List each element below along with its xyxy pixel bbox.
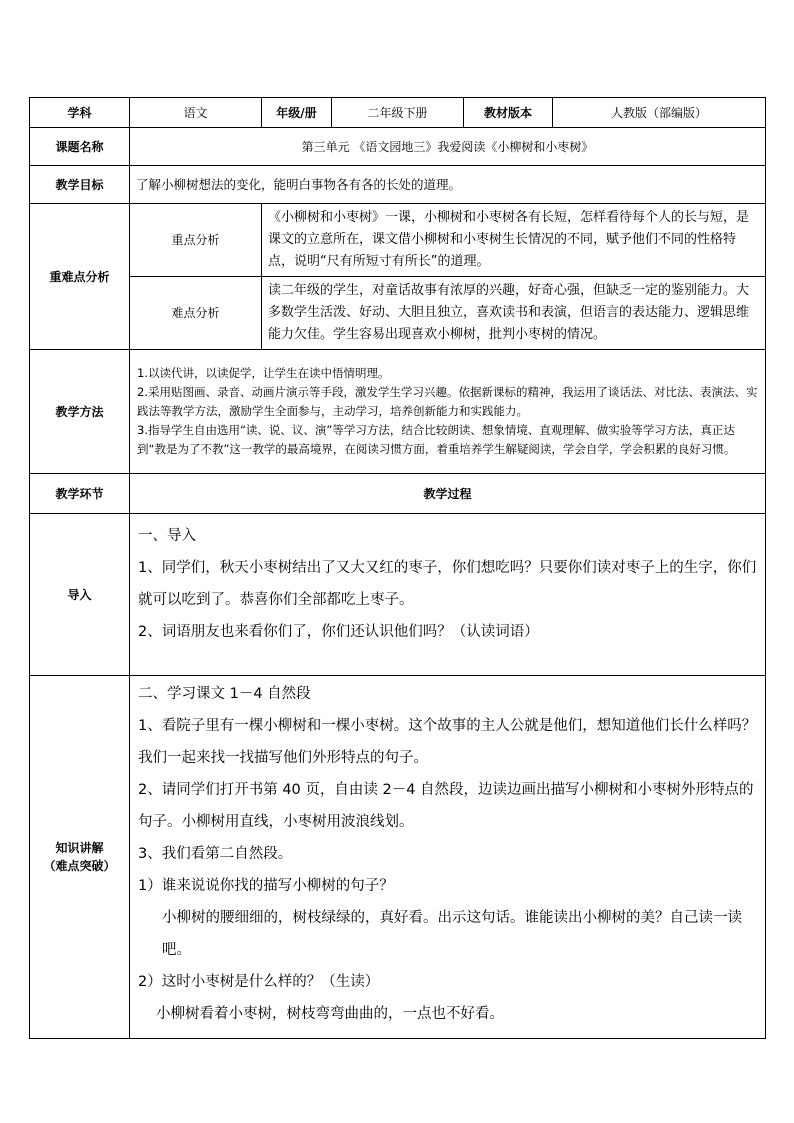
process-header: 教学过程	[130, 474, 766, 514]
grade-label: 年级/册	[262, 98, 332, 128]
lesson-plan-sheet	[29, 97, 765, 1039]
method-list	[130, 350, 766, 474]
intro-label: 导入	[30, 514, 130, 676]
intro-line: 1、同学们，秋天小枣树结出了又大又红的枣子，你们想吃吗？只要你们读对枣子上的生字，你们就可以吃到了。恭喜你们全部都吃上枣子。	[138, 560, 757, 608]
difficult-analysis-row	[30, 277, 766, 350]
key-analysis-label: 重点分析	[130, 204, 262, 277]
knowledge-row	[30, 676, 766, 1039]
knowledge-label-line2: （难点突破）	[43, 859, 116, 873]
knowledge-question: 2）这时小枣树是什么样的？（生读）	[138, 974, 380, 990]
edition-value: 人教版（部编版）	[553, 98, 766, 128]
method-item: 3.指导学生自由选用“读、说、议、演”等学习方法，结合比较朗读、想象情境、直观理解、做实验等学习方法，真正达到“教是为了不教”这一教学的最高境界，在阅读习惯方面，着重培养学生解疑阅读，学会自学，学会积累的良好习惯。	[137, 423, 736, 456]
edition-label: 教材版本	[464, 98, 553, 128]
knowledge-label	[30, 676, 130, 1039]
goal-value: 了解小柳树想法的变化，能明白事物各有各的长处的道理。	[130, 166, 766, 204]
goal-row	[30, 166, 766, 204]
key-analysis-text: 《小柳树和小枣树》一课，小柳树和小枣树各有长短，怎样看待每个人的长与短，是课文的立意所在，课文借小柳树和小枣树生长情况的不同，赋予他们不同的性格特点，说明“尺有所短寸有所长”的道理。	[262, 204, 766, 277]
method-row	[30, 350, 766, 474]
difficult-analysis-text: 读二年级的学生，对童话故事有浓厚的兴趣，好奇心强，但缺乏一定的鉴别能力。大多数学生活泼、好动、大胆且独立，喜欢读书和表演，但语言的表达能力、逻辑思维能力欠佳。学生容易出现喜欢小柳树，批判小枣树的情况。	[262, 277, 766, 350]
knowledge-answer: 小柳树的腰细细的，树枝绿绿的，真好看。出示这句话。谁能读出小柳树的美？自己读一读吧。	[162, 910, 742, 958]
intro-content	[130, 514, 766, 676]
stage-header: 教学环节	[30, 474, 130, 514]
intro-row	[30, 514, 766, 676]
knowledge-content	[130, 676, 766, 1039]
method-item: 2.采用贴图画、录音、动画片演示等手段，激发学生学习兴趣。依据新课标的精神，我运用了谈话法、对比法、表演法、实践法等教学方法，激励学生全面参与，主动学习，培养创新能力和实践能力。	[137, 385, 758, 418]
intro-line: 2、词语朋友也来看你们了，你们还认识他们吗？（认读词语）	[138, 624, 539, 640]
knowledge-paragraph: 2、请同学们打开书第 40 页，自由读 2－4 自然段，边读边画出描写小柳树和小枣树外形特点的句子。小柳树用直线，小枣树用波浪线划。	[138, 782, 754, 830]
subject-label: 学科	[30, 98, 130, 128]
knowledge-question: 1）谁来说说你找的描写小柳树的句子？	[138, 878, 394, 894]
course-row	[30, 128, 766, 166]
grade-value: 二年级下册	[332, 98, 464, 128]
method-label: 教学方法	[30, 350, 130, 474]
analysis-label: 重难点分析	[30, 204, 130, 350]
subject-value: 语文	[130, 98, 262, 128]
knowledge-heading: 二、学习课文 1－4 自然段	[138, 686, 311, 702]
goal-label: 教学目标	[30, 166, 130, 204]
info-row	[30, 98, 766, 128]
process-header-row	[30, 474, 766, 514]
course-label: 课题名称	[30, 128, 130, 166]
key-analysis-row	[30, 204, 766, 277]
course-value: 第三单元 《语文园地三》我爱阅读《小柳树和小枣树》	[130, 128, 766, 166]
intro-heading: 一、导入	[138, 528, 196, 544]
knowledge-label-line1: 知识讲解	[55, 841, 104, 855]
method-item: 1.以读代讲，以读促学，让学生在读中悟情明理。	[137, 366, 390, 380]
knowledge-answer: 小柳树看着小枣树，树枝弯弯曲曲的，一点也不好看。	[156, 1006, 504, 1022]
knowledge-paragraph: 3、我们看第二自然段。	[138, 846, 293, 862]
difficult-analysis-label: 难点分析	[130, 277, 262, 350]
knowledge-paragraph: 1、看院子里有一棵小柳树和一棵小枣树。这个故事的主人公就是他们，想知道他们长什么样吗？我们一起来找一找描写他们外形特点的句子。	[138, 718, 757, 766]
lesson-plan-table	[29, 97, 766, 1039]
